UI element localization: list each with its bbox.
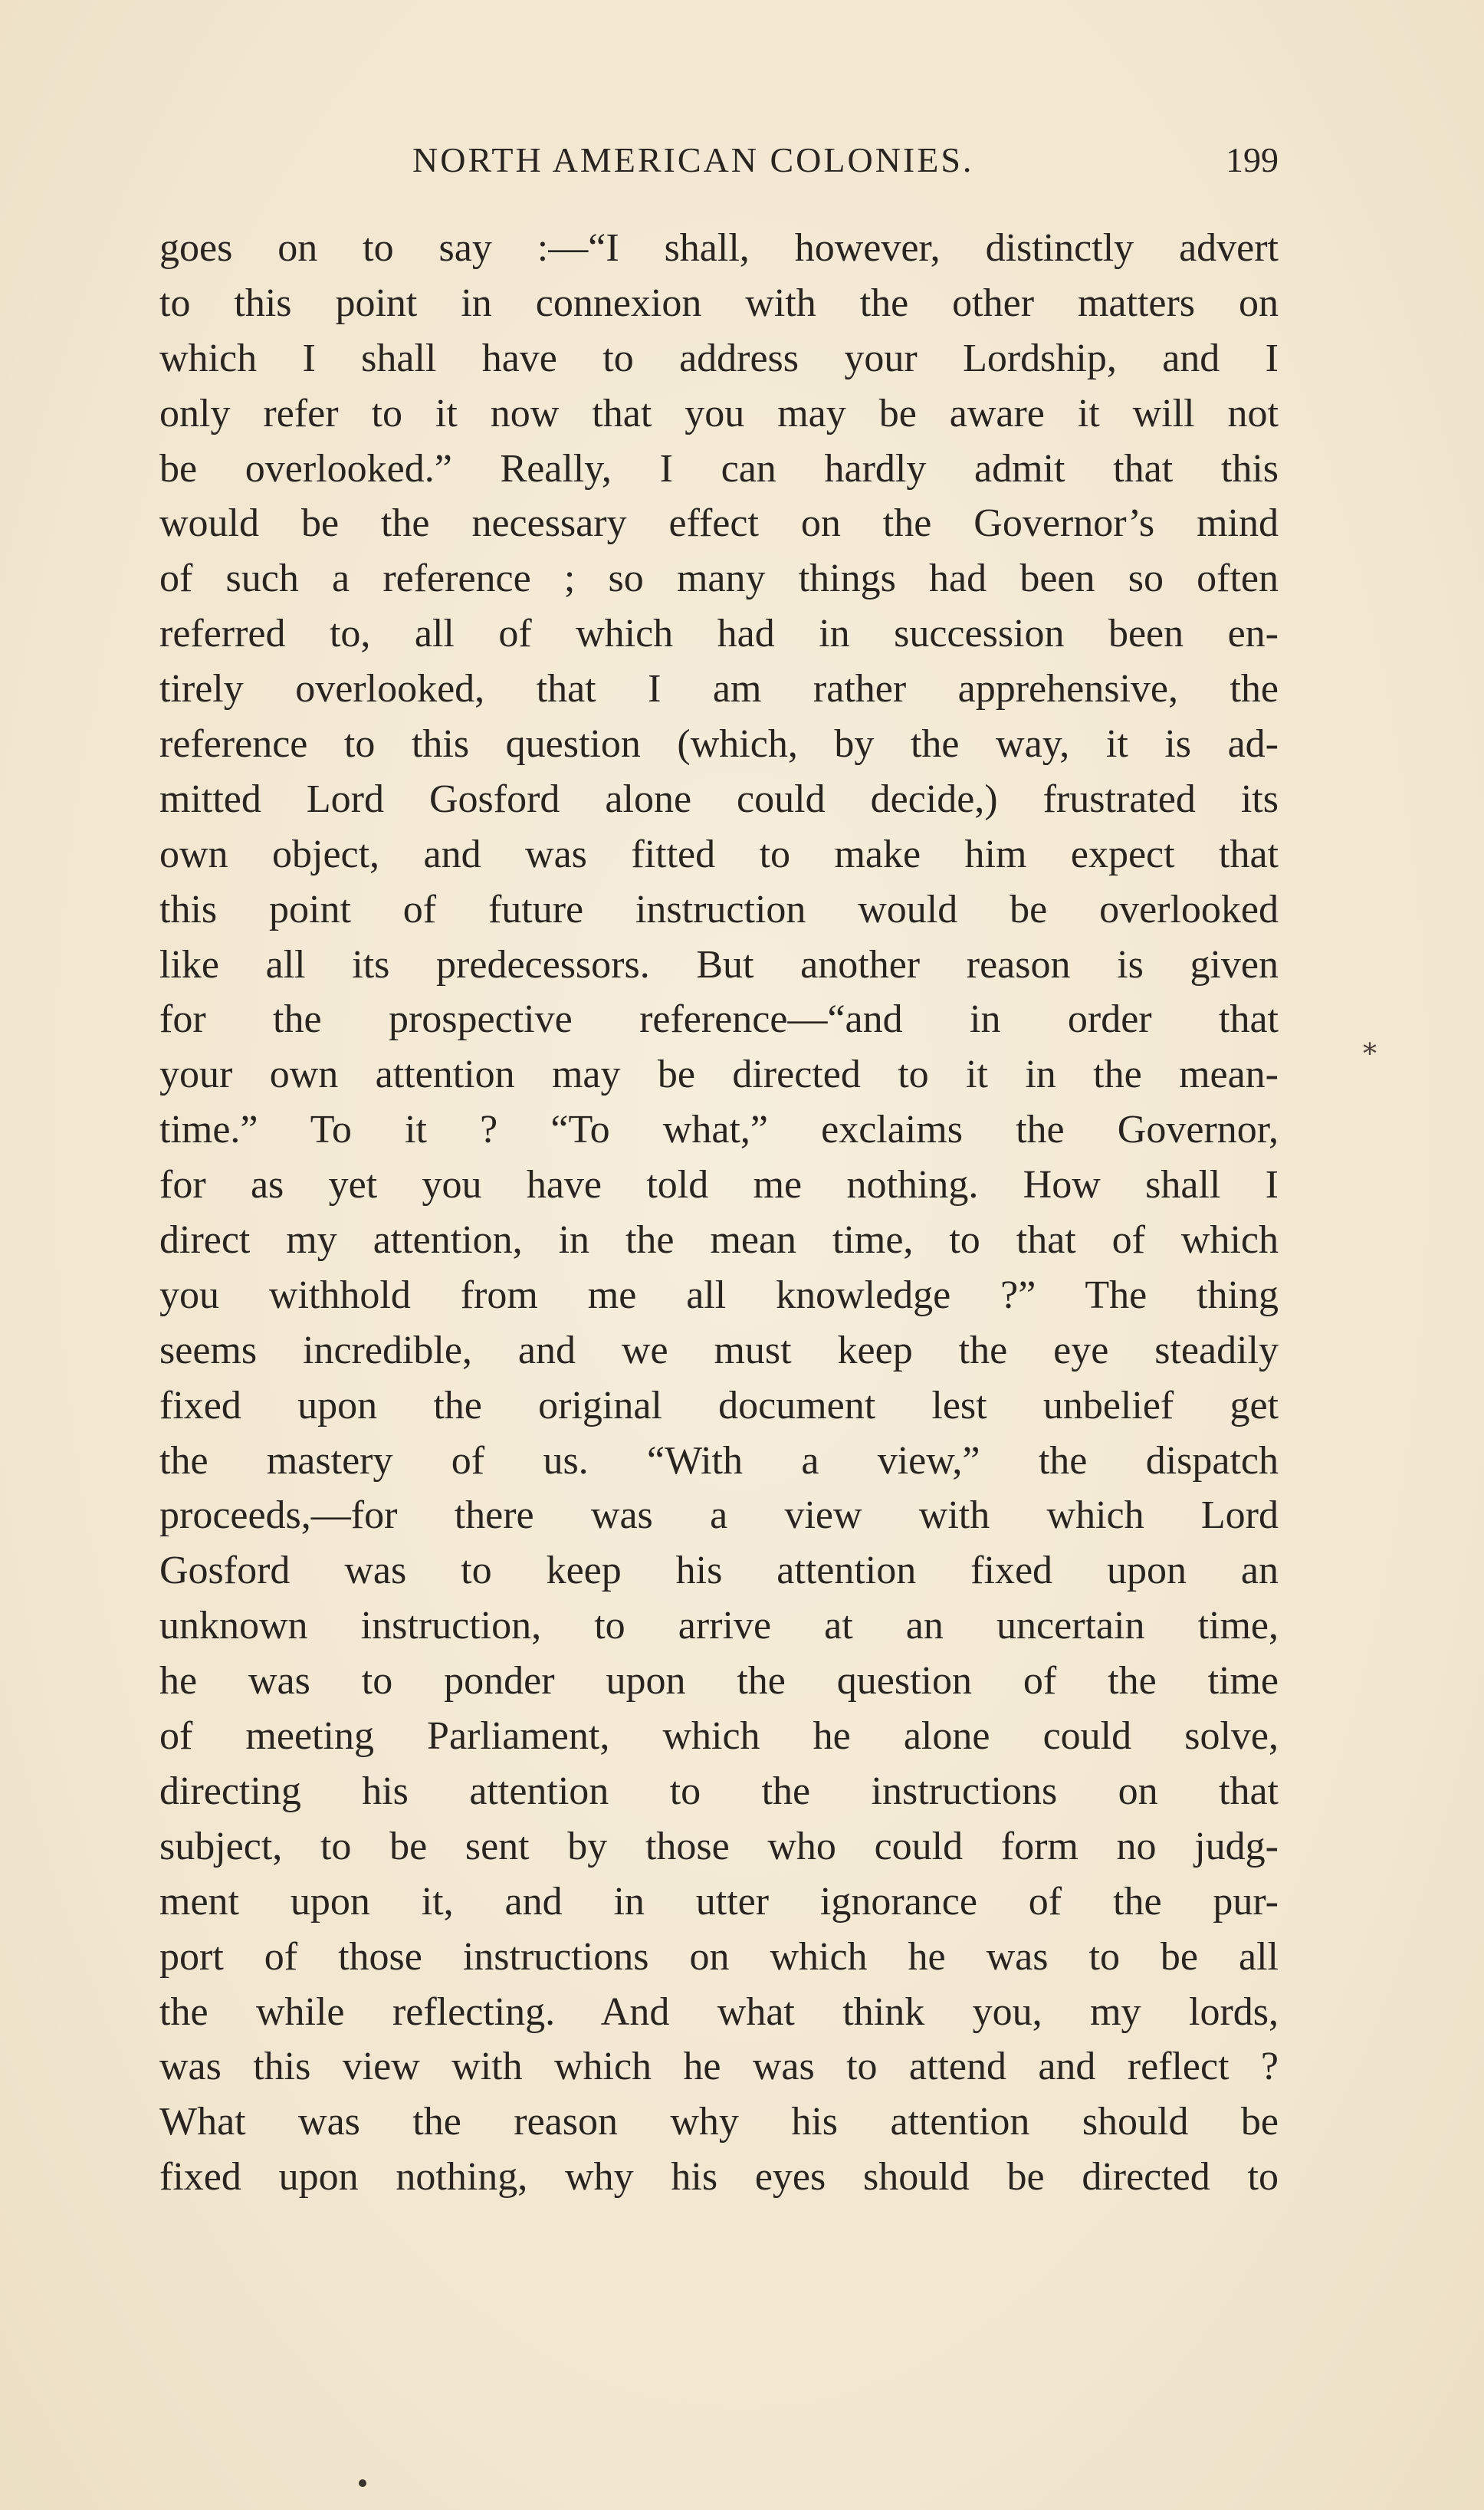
text-line: only refer to it now that you may be aware it will not: [159, 391, 1279, 435]
text-line: referred to, all of which had in succession been en-: [159, 612, 1279, 656]
text-line: to this point in connexion with the other matters on: [159, 281, 1279, 325]
running-head: NORTH AMERICAN COLONIES.: [412, 140, 974, 179]
text-line: this point of future instruction would be overlooked: [159, 887, 1279, 931]
text-line: subject, to be sent by those who could form no judg-: [159, 1824, 1279, 1868]
text-line: ment upon it, and in utter ignorance of the pur-: [159, 1879, 1279, 1924]
text-line: goes on to say :—“I shall, however, distinctly advert: [159, 226, 1279, 270]
text-line: be overlooked.” Really, I can hardly admit that this: [159, 446, 1279, 491]
text-line: for as yet you have told me nothing. How shall I: [159, 1163, 1279, 1207]
text-line: What was the reason why his attention should be: [159, 2100, 1279, 2144]
text-line: was this view with which he was to attend and reflect ?: [159, 2045, 1279, 2089]
text-line: proceeds,—for there was a view with which Lord: [159, 1493, 1279, 1538]
text-line: time.” To it ? “To what,” exclaims the Governor,: [159, 1108, 1279, 1152]
text-line: tirely overlooked, that I am rather apprehensive, the: [159, 667, 1279, 711]
text-line: seems incredible, and we must keep the eye steadily: [159, 1328, 1279, 1372]
page-header: [159, 140, 1279, 193]
text-line: which I shall have to address your Lordship, and I: [159, 336, 1279, 380]
text-line: unknown instruction, to arrive at an uncertain time,: [159, 1604, 1279, 1648]
ink-speck-icon: [359, 2479, 366, 2487]
margin-mark-icon: ⁎: [1363, 1030, 1377, 1060]
text-line: you withhold from me all knowledge ?” The thing: [159, 1273, 1279, 1317]
text-line: own object, and was fitted to make him expect that: [159, 832, 1279, 876]
text-line: the while reflecting. And what think you, my lords,: [159, 1989, 1279, 2034]
text-line: the mastery of us. “With a view,” the dispatch: [159, 1438, 1279, 1483]
text-line: like all its predecessors. But another reason is given: [159, 942, 1279, 987]
text-line: of such a reference ; so many things had been so often: [159, 557, 1279, 601]
text-line: mitted Lord Gosford alone could decide,) frustrated its: [159, 777, 1279, 821]
text-line: he was to ponder upon the question of the time: [159, 1659, 1279, 1703]
text-line: direct my attention, in the mean time, to that of which: [159, 1218, 1279, 1263]
text-line: reference to this question (which, by the way, it is ad-: [159, 722, 1279, 767]
text-line: directing his attention to the instructions on that: [159, 1769, 1279, 1813]
text-line: your own attention may be directed to it in the mean-: [159, 1053, 1279, 1097]
text-line: Gosford was to keep his attention fixed upon an: [159, 1549, 1279, 1593]
text-line: port of those instructions on which he was to be all: [159, 1934, 1279, 1979]
text-line: for the prospective reference—“and in order that: [159, 997, 1279, 1042]
text-line: of meeting Parliament, which he alone could solve,: [159, 1714, 1279, 1759]
text-line: fixed upon nothing, why his eyes should be directed to: [159, 2155, 1279, 2200]
text-line: would be the necessary effect on the Governor’s mind: [159, 501, 1279, 546]
body-text: [159, 221, 1279, 2205]
text-line: fixed upon the original document lest unbelief get: [159, 1383, 1279, 1427]
page-number: 199: [1226, 140, 1279, 179]
